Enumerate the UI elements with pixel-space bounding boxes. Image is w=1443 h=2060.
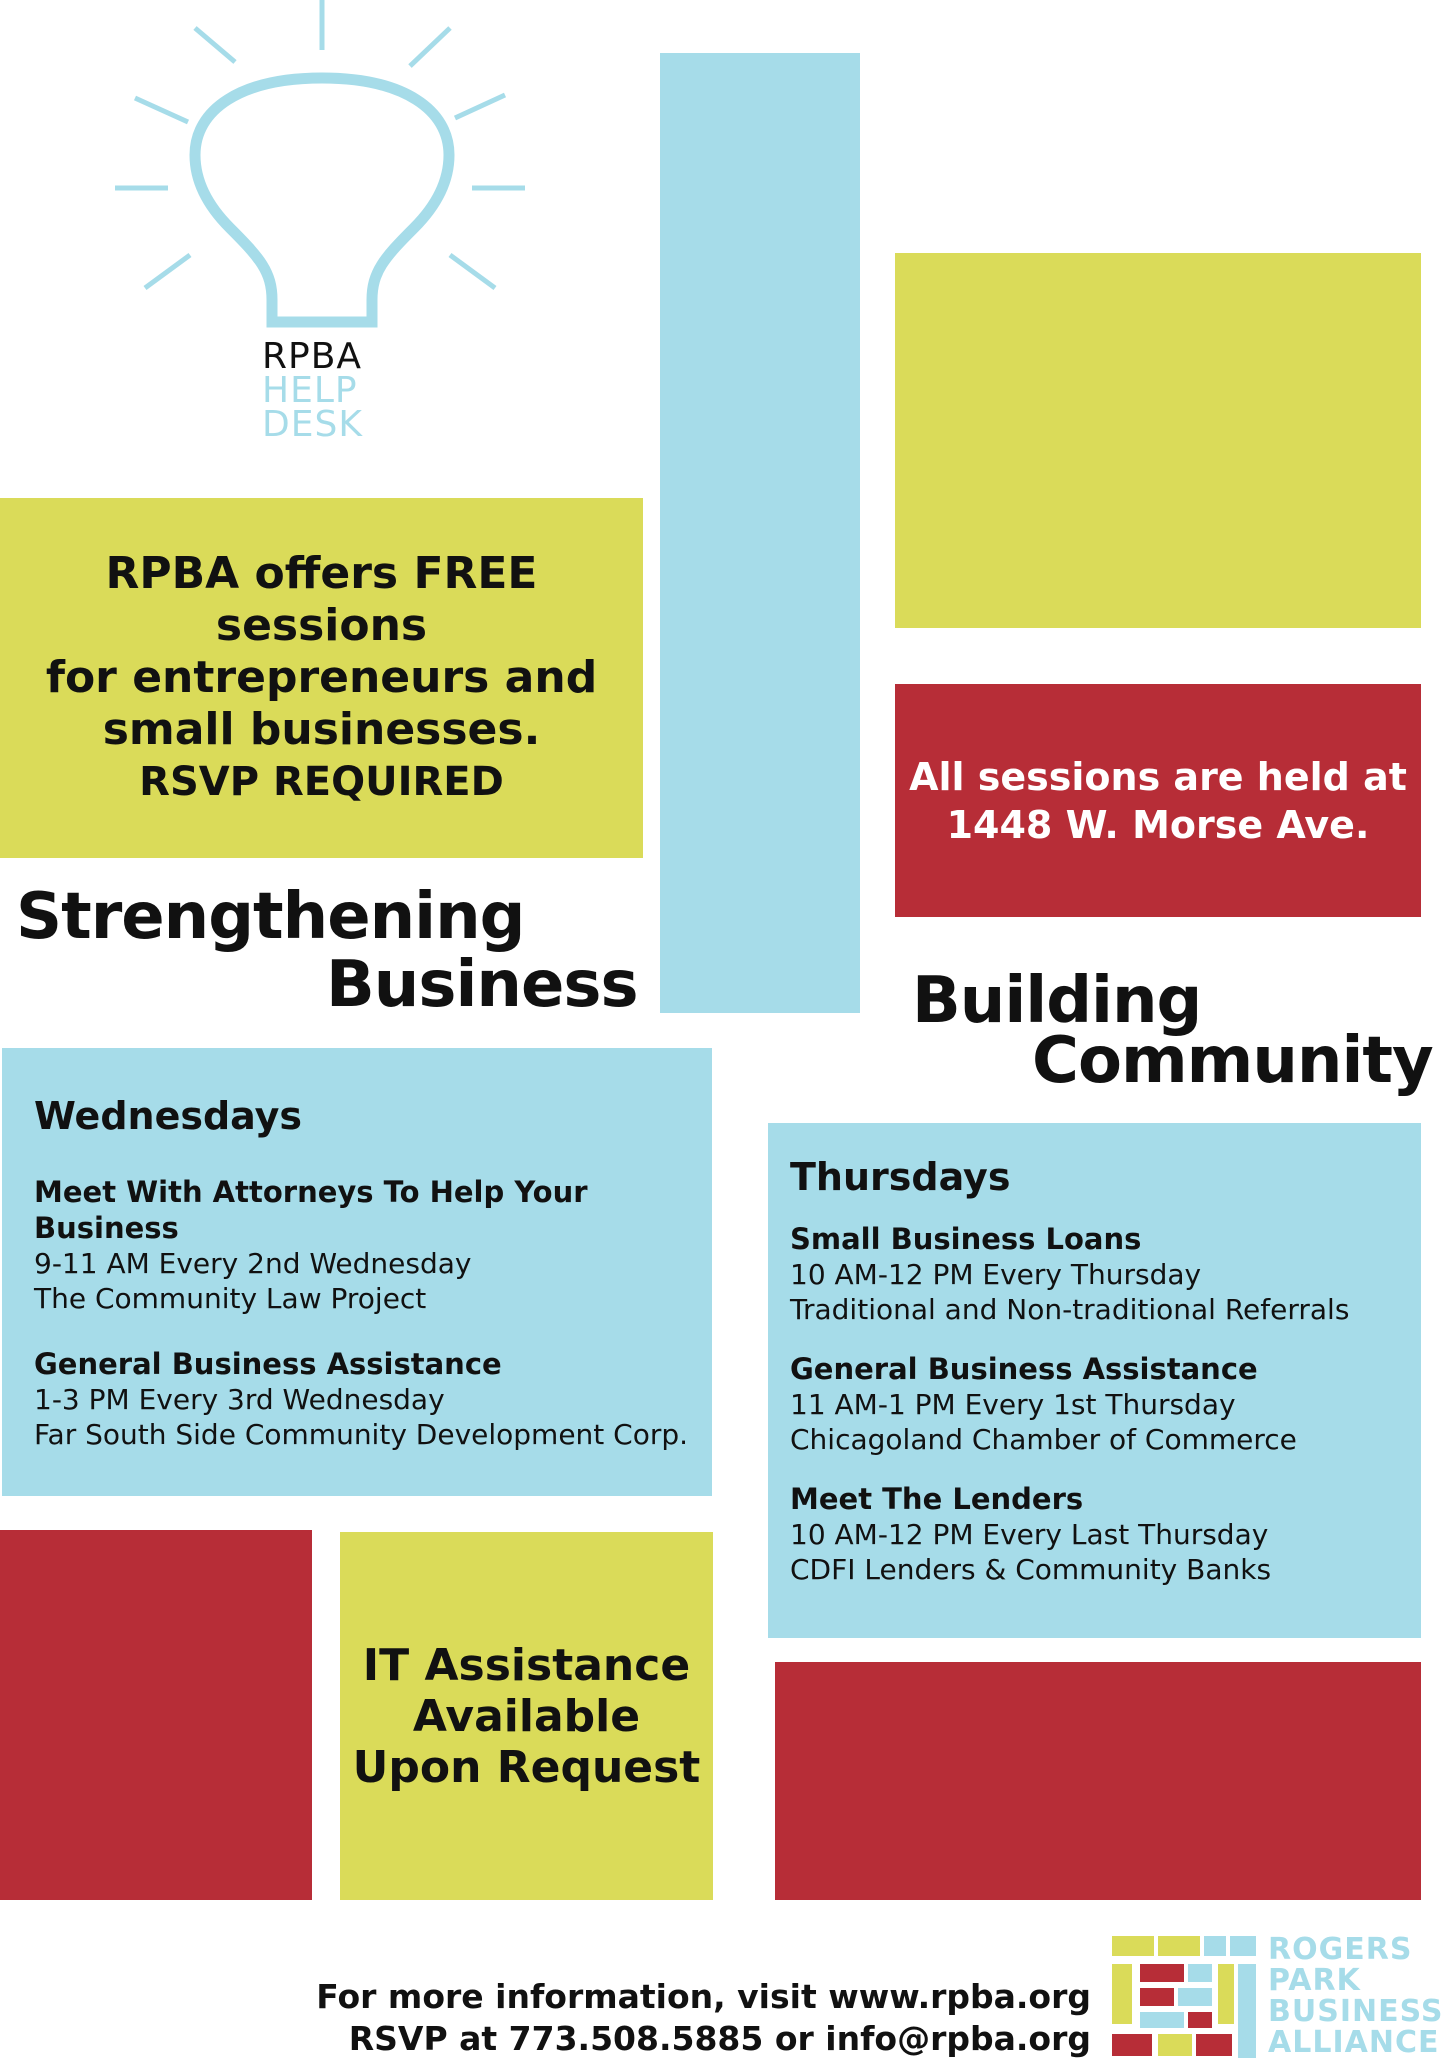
intro-line-1: RPBA offers FREE sessions: [105, 548, 538, 651]
it-assistance-line-1: IT Assistance: [362, 1639, 691, 1691]
alliance-line-2: PARK: [1268, 1963, 1361, 1998]
location-address: 1448 W. Morse Ave.: [946, 802, 1370, 847]
footer-rsvp-contact[interactable]: RSVP at 773.508.5885 or info@rpba.org: [348, 2019, 1091, 2058]
location-line-1: All sessions are held at: [909, 754, 1407, 799]
heading-strengthening: Strengthening: [16, 880, 525, 954]
session-title: Small Business Loans: [790, 1222, 1142, 1256]
session-time: 10 AM-12 PM Every Last Thursday: [790, 1518, 1269, 1551]
intro-rsvp-required: RSVP REQUIRED: [139, 759, 504, 805]
decorative-red-block-right: [775, 1662, 1421, 1900]
wednesdays-heading: Wednesdays: [34, 1094, 303, 1138]
footer-info-link[interactable]: For more information, visit www.rpba.org: [316, 1977, 1091, 2016]
location-box: [895, 684, 1421, 917]
decorative-green-block: [895, 253, 1421, 628]
footer: [316, 1976, 1091, 2060]
session-title: General Business Assistance: [34, 1347, 502, 1381]
session-time: 11 AM-1 PM Every 1st Thursday: [790, 1388, 1236, 1421]
heading-business: Business: [326, 948, 638, 1022]
logo-text-help: HELP: [262, 370, 358, 411]
logo-text-desk: DESK: [262, 404, 363, 445]
heading-building: Building: [912, 964, 1202, 1038]
session-time: 10 AM-12 PM Every Thursday: [790, 1258, 1202, 1291]
session-time: 9-11 AM Every 2nd Wednesday: [34, 1247, 472, 1280]
lightbulb-icon: [100, 0, 540, 340]
session-item: [790, 1221, 1421, 1327]
alliance-line-1: ROGERS: [1268, 1932, 1413, 1967]
heading-community: Community: [1032, 1024, 1433, 1098]
thursdays-box: [768, 1123, 1421, 1638]
session-host: The Community Law Project: [34, 1282, 427, 1315]
session-host: CDFI Lenders & Community Banks: [790, 1553, 1272, 1586]
session-host: Traditional and Non-traditional Referrals: [790, 1293, 1350, 1326]
it-assistance-box: [340, 1532, 713, 1900]
alliance-logo-text: [1268, 1934, 1443, 2058]
session-item: [790, 1351, 1421, 1457]
alliance-line-4: ALLIANCE: [1268, 2025, 1440, 2060]
session-item: [34, 1174, 712, 1316]
it-assistance-line-3: Upon Request: [352, 1741, 701, 1793]
decorative-blue-column: [660, 53, 860, 1013]
intro-line-2: for entrepreneurs and: [45, 652, 598, 703]
decorative-red-block-left: [0, 1530, 312, 1900]
intro-box: [0, 498, 643, 858]
thursdays-heading: Thursdays: [790, 1155, 1011, 1199]
wednesdays-box: [2, 1048, 712, 1496]
session-host: Far South Side Community Development Corp.: [34, 1418, 689, 1451]
logo-text-rpba: RPBA: [262, 336, 363, 377]
intro-line-3: small businesses.: [102, 704, 541, 755]
session-title: Meet The Lenders: [790, 1482, 1084, 1516]
session-item: [34, 1346, 712, 1452]
session-time: 1-3 PM Every 3rd Wednesday: [34, 1383, 445, 1416]
alliance-logo-mark-icon: [1110, 1934, 1258, 2060]
session-title: General Business Assistance: [790, 1352, 1258, 1386]
session-title: Meet With Attorneys To Help Your Business: [34, 1175, 588, 1245]
session-host: Chicagoland Chamber of Commerce: [790, 1423, 1297, 1456]
session-item: [790, 1481, 1421, 1587]
alliance-line-3: BUSINESS: [1268, 1994, 1443, 2029]
it-assistance-line-2: Available: [412, 1690, 641, 1742]
